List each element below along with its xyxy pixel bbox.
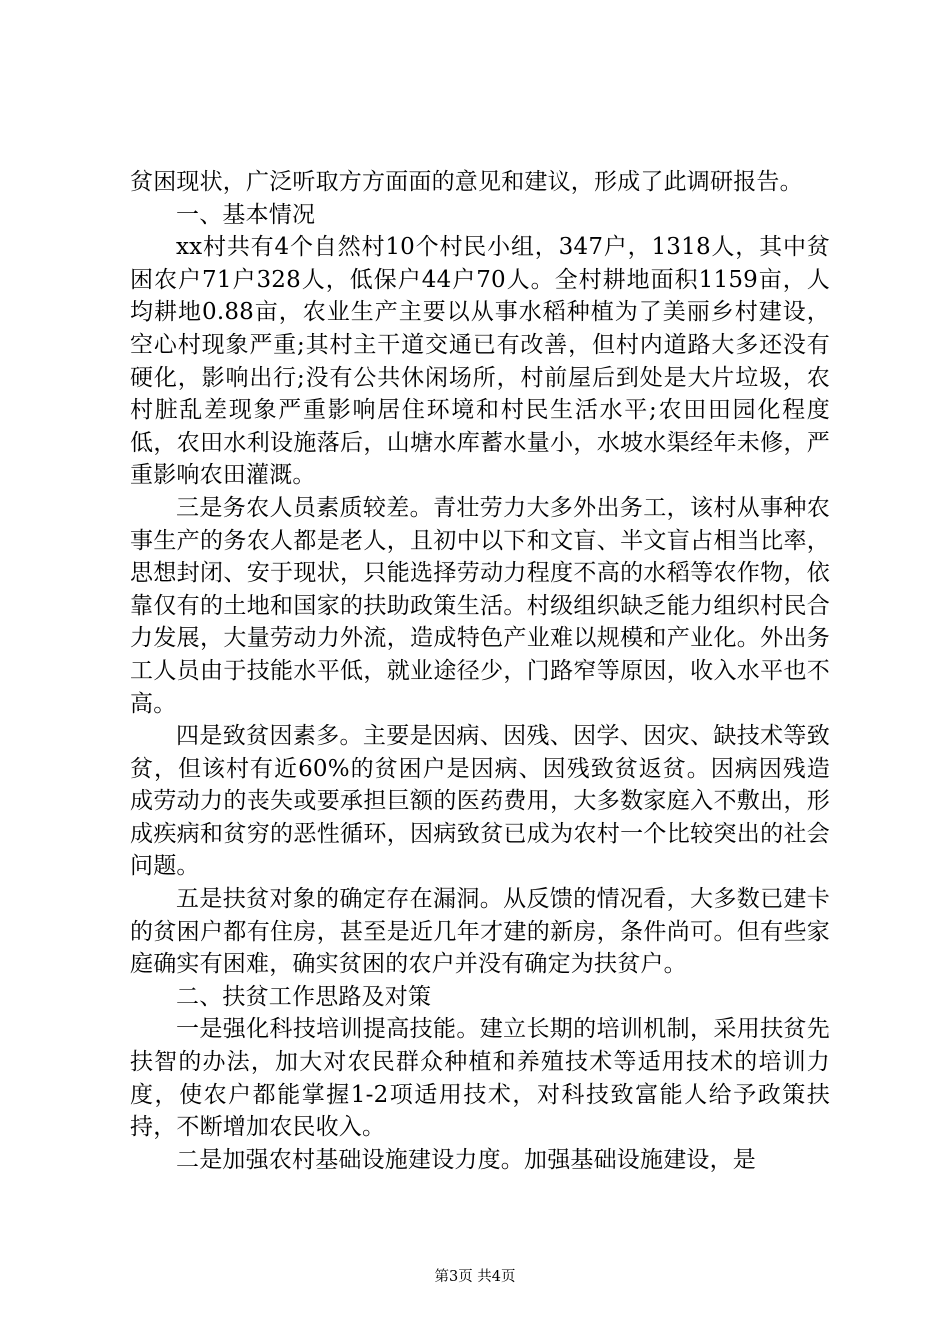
paragraph-7: 一是强化科技培训提高技能。建立长期的培训机制，采用扶贫先扶智的办法，加大对农民群众种植和养殖技术等适用技术的培训力度，使农户都能掌握1-2项适用技术，对科技致富能人给予政策扶持，不断增加农民收入。 [130, 1016, 830, 1141]
paragraph-8: 二是加强农村基础设施建设力度。加强基础设施建设，是 [176, 1146, 756, 1173]
paragraph-5: 五是扶贫对象的确定存在漏洞。从反馈的情况看，大多数已建卡的贫困户都有住房，甚至是近几年才建的新房，条件尚可。但有些家庭确实有困难，确实贫困的农户并没有确定为扶贫户。 [130, 886, 830, 978]
paragraph-3: 三是务农人员素质较差。青壮劳力大多外出务工，该村从事种农事生产的务农人都是老人，且初中以下和文盲、半文盲占相当比率，思想封闭、安于现状，只能选择劳动力程度不高的水稻等农作物，依靠仅有的土地和国家的扶助政策生活。村级组织缺乏能力组织村民合力发展，大量劳动力外流，造成特色产业难以规模和产业化。外出务工人员由于技能水平低，就业途径少，门路窄等原因，收入水平也不高。 [130, 494, 830, 717]
document-body [130, 166, 830, 1176]
page-footer: 第3页 共4页 [434, 1269, 516, 1285]
paragraph-2: xx村共有4个自然村10个村民小组，347户，1318人，其中贫困农户71户328人，低保户44户70人。全村耕地面积1159亩，人均耕地0.88亩，农业生产主要以从事水稻种植为了美丽乡村建设，空心村现象严重;其村主干道交通已有改善，但村内道路大多还没有硬化，影响出行;没有公共休闲场所，村前屋后到处是大片垃圾，农村脏乱差现象严重影响居住环境和村民生活水平;农田田园化程度低，农田水利设施落后，山塘水库蓄水量小，水坡水渠经年未修，严重影响农田灌溉。 [130, 234, 830, 489]
section-heading-strategy: 二、扶贫工作思路及对策 [176, 983, 432, 1010]
paragraph-4: 四是致贫因素多。主要是因病、因残、因学、因灾、缺技术等致贫，但该村有近60%的贫困户是因病、因残致贫返贫。因病因残造成劳动力的丧失或要承担巨额的医药费用，大多数家庭入不敷出，形成疾病和贫穷的恶性循环，因病致贫已成为农村一个比较突出的社会问题。 [130, 723, 830, 880]
section-heading-basic-situation: 一、基本情况 [176, 201, 316, 228]
paragraph-0: 贫困现状，广泛听取方方面面的意见和建议，形成了此调研报告。 [130, 169, 803, 195]
